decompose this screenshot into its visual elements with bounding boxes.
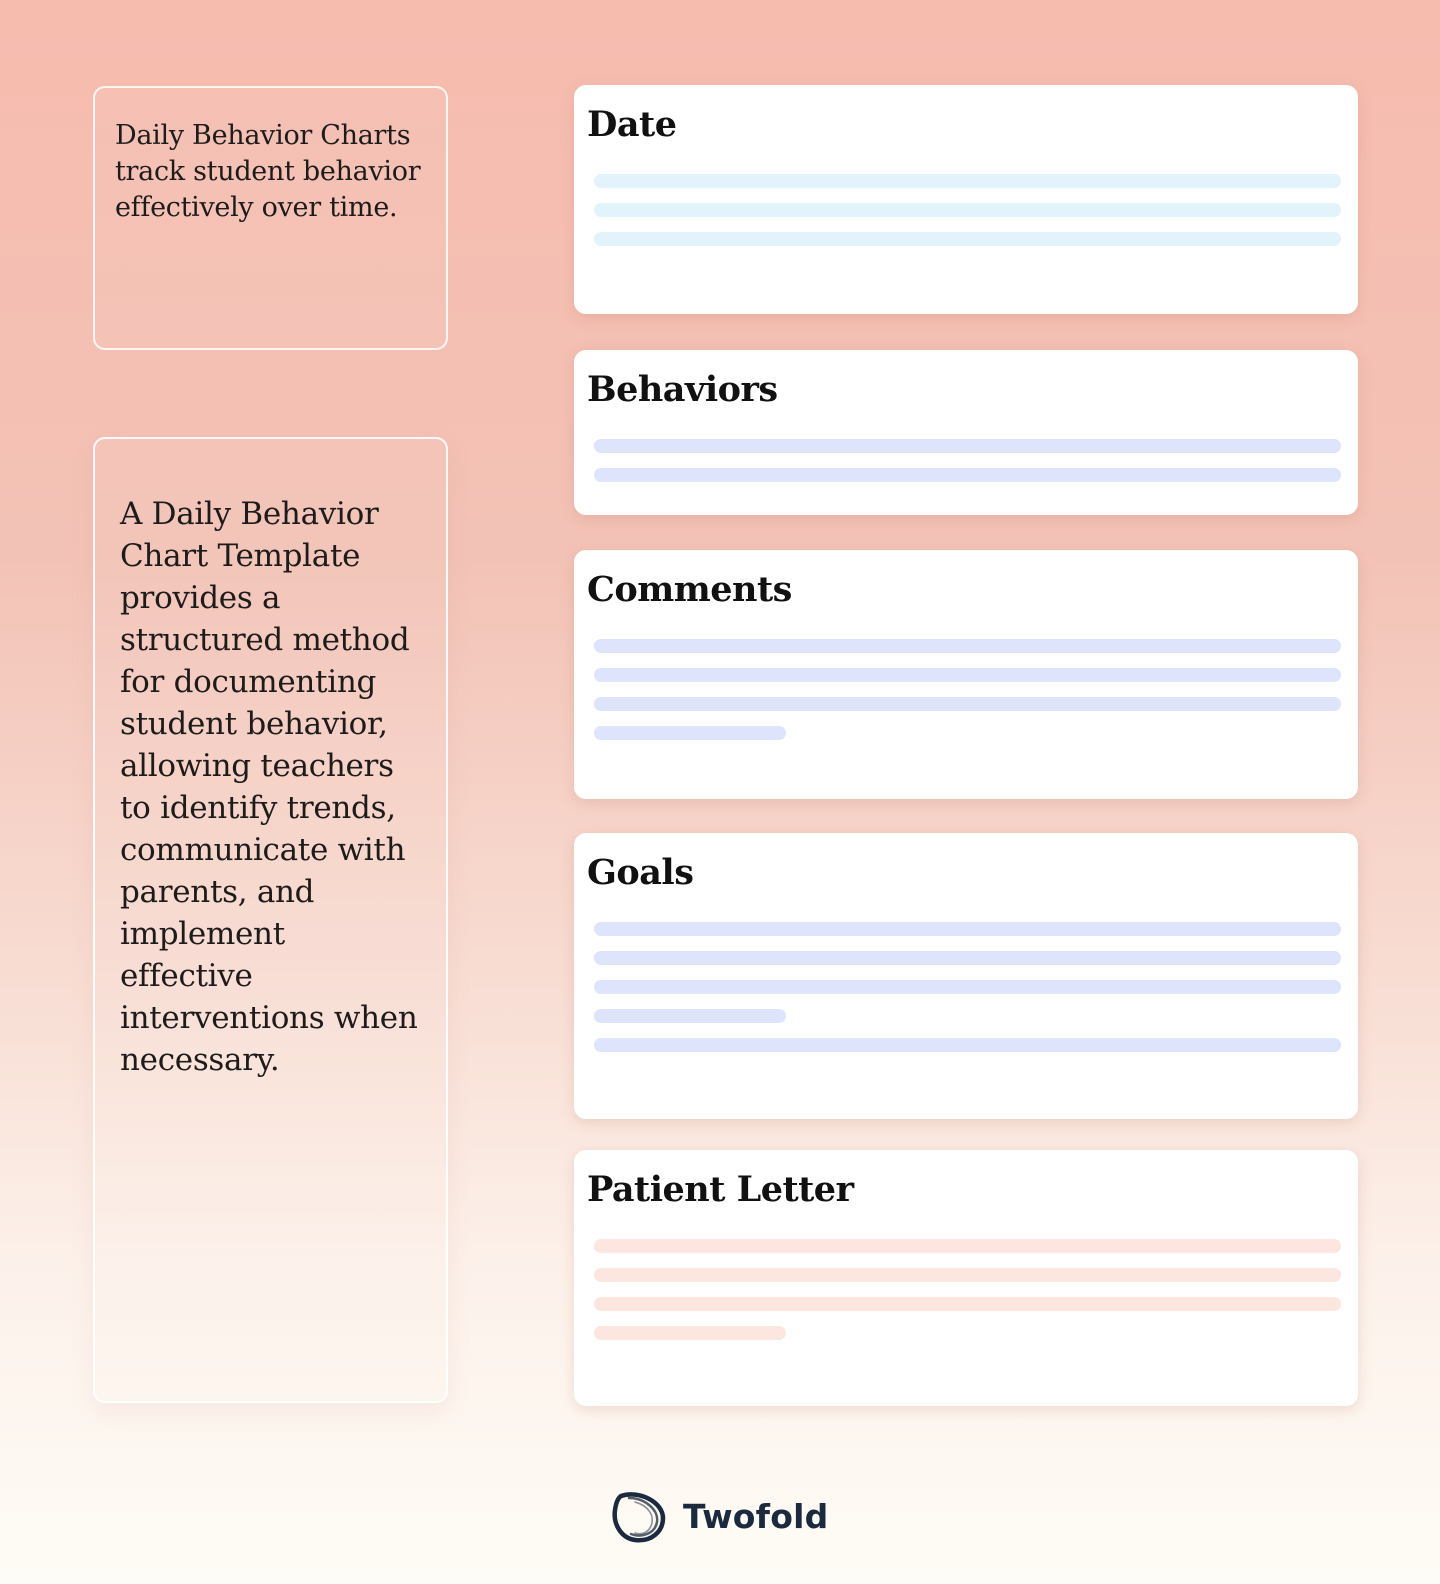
date-card-title: Date (587, 104, 677, 145)
placeholder-line (594, 922, 1341, 936)
comments-placeholder-lines (587, 639, 1340, 740)
comments-card-title: Comments (587, 569, 792, 610)
placeholder-line (594, 232, 1341, 246)
summary-text: Daily Behavior Charts track student behavior effectively over time. (115, 120, 421, 223)
date-placeholder-lines (587, 174, 1340, 246)
placeholder-line (594, 1326, 786, 1340)
placeholder-line (594, 668, 1341, 682)
placeholder-line (594, 951, 1341, 965)
brand-logo (611, 1488, 828, 1544)
twofold-logo-icon (611, 1488, 667, 1544)
summary-box (93, 86, 448, 350)
placeholder-line (594, 203, 1341, 217)
placeholder-line (594, 1009, 786, 1023)
patient-letter-placeholder-lines (587, 1239, 1340, 1340)
placeholder-line (594, 1239, 1341, 1253)
comments-card (574, 550, 1358, 799)
placeholder-line (594, 1268, 1341, 1282)
goals-card-title: Goals (587, 852, 694, 893)
patient-letter-card-title: Patient Letter (587, 1169, 854, 1210)
goals-placeholder-lines (587, 922, 1340, 1052)
placeholder-line (594, 174, 1341, 188)
placeholder-line (594, 468, 1341, 482)
patient-letter-card (574, 1150, 1358, 1406)
behaviors-card-title: Behaviors (587, 369, 778, 410)
brand-name: Twofold (683, 1496, 829, 1536)
behaviors-card (574, 350, 1358, 515)
description-box (93, 437, 448, 1403)
goals-card (574, 833, 1358, 1119)
placeholder-line (594, 1297, 1341, 1311)
placeholder-line (594, 1038, 1341, 1052)
placeholder-line (594, 980, 1341, 994)
description-text: A Daily Behavior Chart Template provides a structured method for documenting student behavior, allowing teachers to identify trends, communicate with parents, and implement effective interventions when necessary. (120, 496, 418, 1078)
placeholder-line (594, 639, 1341, 653)
placeholder-line (594, 439, 1341, 453)
placeholder-line (594, 726, 786, 740)
date-card (574, 85, 1358, 314)
behaviors-placeholder-lines (587, 439, 1340, 482)
placeholder-line (594, 697, 1341, 711)
